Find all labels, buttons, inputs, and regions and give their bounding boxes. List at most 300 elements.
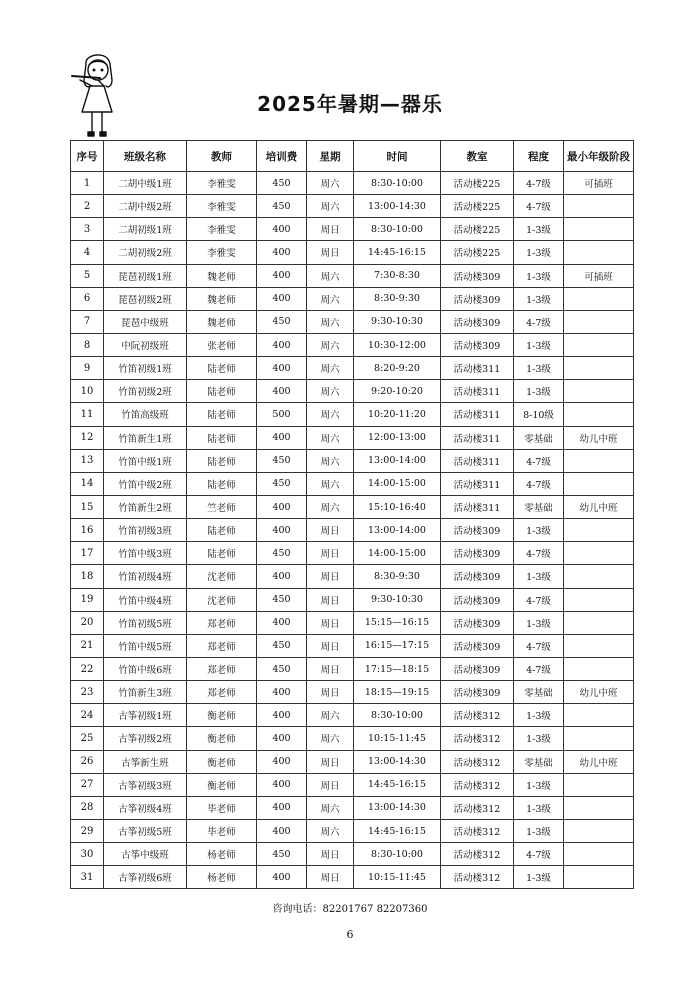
cell-col-teacher: 毕老师 [187, 796, 257, 819]
cell-col-time: 13:00-14:30 [354, 796, 441, 819]
cell-col-weekday: 周日 [307, 588, 354, 611]
cell-col-level: 1-3级 [514, 727, 564, 750]
header-col-weekday: 星期 [307, 141, 354, 172]
cell-col-level: 4-7级 [514, 634, 564, 657]
cell-col-weekday: 周日 [307, 773, 354, 796]
cell-col-min-grade [564, 704, 634, 727]
header-col-time: 时间 [354, 141, 441, 172]
cell-col-time: 18:15—19:15 [354, 681, 441, 704]
cell-col-index: 17 [71, 542, 104, 565]
cell-col-fee: 450 [257, 310, 307, 333]
cell-col-class-name: 二胡初级1班 [104, 218, 187, 241]
course-table [70, 140, 634, 889]
cell-col-fee: 400 [257, 241, 307, 264]
cell-col-classroom: 活动楼311 [441, 357, 514, 380]
cell-col-index: 11 [71, 403, 104, 426]
cell-col-classroom: 活动楼312 [441, 704, 514, 727]
cell-col-level: 1-3级 [514, 287, 564, 310]
header-col-class-name: 班级名称 [104, 141, 187, 172]
cell-col-index: 6 [71, 287, 104, 310]
cell-col-min-grade [564, 796, 634, 819]
cell-col-time: 14:45-16:15 [354, 241, 441, 264]
table-row [71, 380, 634, 403]
cell-col-classroom: 活动楼311 [441, 449, 514, 472]
cell-col-fee: 450 [257, 588, 307, 611]
cell-col-index: 20 [71, 611, 104, 634]
cell-col-time: 10:30-12:00 [354, 333, 441, 356]
cell-col-class-name: 古筝初级2班 [104, 727, 187, 750]
cell-col-teacher: 魏老师 [187, 310, 257, 333]
cell-col-fee: 400 [257, 519, 307, 542]
cell-col-class-name: 琵琶初级1班 [104, 264, 187, 287]
table-row [71, 565, 634, 588]
cell-col-min-grade [564, 634, 634, 657]
cell-col-class-name: 竹笛新生1班 [104, 426, 187, 449]
cell-col-class-name: 古筝初级4班 [104, 796, 187, 819]
table-row [71, 426, 634, 449]
cell-col-classroom: 活动楼309 [441, 588, 514, 611]
cell-col-min-grade: 幼儿中班 [564, 750, 634, 773]
cell-col-fee: 400 [257, 426, 307, 449]
cell-col-index: 2 [71, 195, 104, 218]
cell-col-teacher: 陆老师 [187, 357, 257, 380]
cell-col-class-name: 竹笛高级班 [104, 403, 187, 426]
cell-col-min-grade [564, 519, 634, 542]
cell-col-fee: 400 [257, 796, 307, 819]
cell-col-min-grade [564, 310, 634, 333]
cell-col-time: 15:15—16:15 [354, 611, 441, 634]
cell-col-weekday: 周六 [307, 287, 354, 310]
cell-col-weekday: 周日 [307, 681, 354, 704]
cell-col-weekday: 周日 [307, 634, 354, 657]
cell-col-class-name: 竹笛初级1班 [104, 357, 187, 380]
cell-col-classroom: 活动楼309 [441, 565, 514, 588]
cell-col-min-grade [564, 866, 634, 889]
cell-col-weekday: 周日 [307, 866, 354, 889]
cell-col-weekday: 周六 [307, 704, 354, 727]
cell-col-teacher: 李雅雯 [187, 218, 257, 241]
cell-col-fee: 400 [257, 750, 307, 773]
cell-col-min-grade [564, 843, 634, 866]
cell-col-level: 4-7级 [514, 657, 564, 680]
table-row [71, 172, 634, 195]
cell-col-classroom: 活动楼311 [441, 426, 514, 449]
cell-col-min-grade [564, 588, 634, 611]
cell-col-classroom: 活动楼309 [441, 519, 514, 542]
cell-col-class-name: 中阮初级班 [104, 333, 187, 356]
cell-col-weekday: 周六 [307, 264, 354, 287]
cell-col-index: 14 [71, 472, 104, 495]
cell-col-classroom: 活动楼311 [441, 495, 514, 518]
cell-col-teacher: 竺老师 [187, 495, 257, 518]
cell-col-level: 零基础 [514, 750, 564, 773]
cell-col-min-grade [564, 333, 634, 356]
cell-col-teacher: 陆老师 [187, 519, 257, 542]
cell-col-class-name: 古筝初级1班 [104, 704, 187, 727]
cell-col-min-grade [564, 287, 634, 310]
table-header-row [71, 141, 634, 172]
cell-col-time: 14:00-15:00 [354, 472, 441, 495]
cell-col-weekday: 周六 [307, 426, 354, 449]
cell-col-index: 8 [71, 333, 104, 356]
cell-col-min-grade [564, 449, 634, 472]
cell-col-index: 24 [71, 704, 104, 727]
cell-col-level: 4-7级 [514, 843, 564, 866]
cell-col-classroom: 活动楼225 [441, 172, 514, 195]
cell-col-classroom: 活动楼311 [441, 403, 514, 426]
cell-col-weekday: 周日 [307, 657, 354, 680]
cell-col-time: 8:30-9:30 [354, 287, 441, 310]
cell-col-classroom: 活动楼225 [441, 218, 514, 241]
cell-col-level: 1-3级 [514, 565, 564, 588]
cell-col-class-name: 古筝新生班 [104, 750, 187, 773]
header-col-index: 序号 [71, 141, 104, 172]
cell-col-fee: 450 [257, 195, 307, 218]
cell-col-min-grade: 可插班 [564, 172, 634, 195]
cell-col-fee: 500 [257, 403, 307, 426]
cell-col-class-name: 竹笛初级2班 [104, 380, 187, 403]
table-row [71, 542, 634, 565]
cell-col-fee: 450 [257, 449, 307, 472]
cell-col-weekday: 周六 [307, 727, 354, 750]
cell-col-fee: 450 [257, 657, 307, 680]
cell-col-index: 7 [71, 310, 104, 333]
table-row [71, 866, 634, 889]
cell-col-weekday: 周日 [307, 218, 354, 241]
cell-col-weekday: 周日 [307, 241, 354, 264]
cell-col-level: 1-3级 [514, 519, 564, 542]
table-row [71, 449, 634, 472]
table-row [71, 357, 634, 380]
table-row [71, 403, 634, 426]
cell-col-time: 10:20-11:20 [354, 403, 441, 426]
cell-col-index: 12 [71, 426, 104, 449]
cell-col-index: 29 [71, 819, 104, 842]
cell-col-weekday: 周六 [307, 403, 354, 426]
cell-col-index: 4 [71, 241, 104, 264]
table-row [71, 611, 634, 634]
cell-col-min-grade [564, 218, 634, 241]
cell-col-min-grade [564, 657, 634, 680]
header-col-classroom: 教室 [441, 141, 514, 172]
cell-col-fee: 400 [257, 565, 307, 588]
table-row [71, 704, 634, 727]
cell-col-fee: 400 [257, 264, 307, 287]
table-row [71, 241, 634, 264]
cell-col-level: 1-3级 [514, 264, 564, 287]
cell-col-time: 8:30-10:00 [354, 218, 441, 241]
cell-col-teacher: 陆老师 [187, 403, 257, 426]
cell-col-classroom: 活动楼309 [441, 657, 514, 680]
cell-col-min-grade [564, 241, 634, 264]
cell-col-fee: 450 [257, 542, 307, 565]
table-row [71, 472, 634, 495]
cell-col-index: 18 [71, 565, 104, 588]
cell-col-class-name: 古筝初级6班 [104, 866, 187, 889]
cell-col-time: 8:30-9:30 [354, 565, 441, 588]
cell-col-teacher: 李雅雯 [187, 172, 257, 195]
cell-col-min-grade: 幼儿中班 [564, 495, 634, 518]
cell-col-class-name: 竹笛中级1班 [104, 449, 187, 472]
cell-col-weekday: 周六 [307, 357, 354, 380]
cell-col-fee: 400 [257, 333, 307, 356]
cell-col-classroom: 活动楼312 [441, 819, 514, 842]
table-row [71, 843, 634, 866]
cell-col-index: 13 [71, 449, 104, 472]
cell-col-index: 27 [71, 773, 104, 796]
cell-col-classroom: 活动楼309 [441, 634, 514, 657]
cell-col-teacher: 陆老师 [187, 449, 257, 472]
cell-col-fee: 400 [257, 704, 307, 727]
cell-col-classroom: 活动楼311 [441, 380, 514, 403]
cell-col-time: 9:30-10:30 [354, 310, 441, 333]
cell-col-level: 1-3级 [514, 333, 564, 356]
cell-col-time: 14:45-16:15 [354, 773, 441, 796]
cell-col-weekday: 周日 [307, 519, 354, 542]
cell-col-time: 12:00-13:00 [354, 426, 441, 449]
cell-col-fee: 400 [257, 495, 307, 518]
cell-col-time: 14:00-15:00 [354, 542, 441, 565]
cell-col-min-grade [564, 472, 634, 495]
cell-col-level: 1-3级 [514, 819, 564, 842]
cell-col-level: 4-7级 [514, 449, 564, 472]
table-row [71, 657, 634, 680]
cell-col-time: 8:20-9:20 [354, 357, 441, 380]
cell-col-teacher: 衡老师 [187, 750, 257, 773]
cell-col-index: 16 [71, 519, 104, 542]
cell-col-min-grade: 幼儿中班 [564, 426, 634, 449]
cell-col-index: 30 [71, 843, 104, 866]
cell-col-time: 10:15-11:45 [354, 727, 441, 750]
cell-col-time: 8:30-10:00 [354, 843, 441, 866]
cell-col-time: 13:00-14:00 [354, 519, 441, 542]
cell-col-weekday: 周六 [307, 333, 354, 356]
cell-col-class-name: 古筝初级3班 [104, 773, 187, 796]
cell-col-class-name: 古筝中级班 [104, 843, 187, 866]
table-row [71, 750, 634, 773]
cell-col-index: 23 [71, 681, 104, 704]
cell-col-teacher: 陆老师 [187, 426, 257, 449]
cell-col-min-grade [564, 542, 634, 565]
cell-col-min-grade [564, 565, 634, 588]
cell-col-weekday: 周六 [307, 495, 354, 518]
cell-col-class-name: 竹笛新生2班 [104, 495, 187, 518]
header-col-min-grade: 最小年级阶段 [564, 141, 634, 172]
cell-col-teacher: 陆老师 [187, 542, 257, 565]
cell-col-teacher: 杨老师 [187, 866, 257, 889]
table-row [71, 287, 634, 310]
cell-col-weekday: 周六 [307, 796, 354, 819]
cell-col-time: 17:15—18:15 [354, 657, 441, 680]
cell-col-index: 15 [71, 495, 104, 518]
cell-col-weekday: 周日 [307, 750, 354, 773]
cell-col-class-name: 竹笛中级2班 [104, 472, 187, 495]
cell-col-level: 1-3级 [514, 773, 564, 796]
header-col-teacher: 教师 [187, 141, 257, 172]
cell-col-time: 16:15—17:15 [354, 634, 441, 657]
cell-col-class-name: 二胡中级1班 [104, 172, 187, 195]
cell-col-min-grade [564, 773, 634, 796]
cell-col-fee: 450 [257, 472, 307, 495]
cell-col-level: 1-3级 [514, 218, 564, 241]
cell-col-level: 零基础 [514, 426, 564, 449]
cell-col-level: 4-7级 [514, 588, 564, 611]
cell-col-index: 31 [71, 866, 104, 889]
page-number: 6 [346, 928, 354, 941]
cell-col-weekday: 周日 [307, 611, 354, 634]
cell-col-weekday: 周日 [307, 843, 354, 866]
cell-col-min-grade [564, 611, 634, 634]
cell-col-class-name: 琵琶中级班 [104, 310, 187, 333]
table-row [71, 333, 634, 356]
cell-col-time: 7:30-8:30 [354, 264, 441, 287]
cell-col-class-name: 竹笛中级3班 [104, 542, 187, 565]
cell-col-level: 1-3级 [514, 241, 564, 264]
cell-col-weekday: 周六 [307, 449, 354, 472]
cell-col-level: 8-10级 [514, 403, 564, 426]
table-row [71, 634, 634, 657]
cell-col-time: 13:00-14:00 [354, 449, 441, 472]
cell-col-weekday: 周日 [307, 565, 354, 588]
cell-col-min-grade [564, 195, 634, 218]
page-title: 2025年暑期—器乐 [257, 92, 443, 116]
cell-col-time: 10:15-11:45 [354, 866, 441, 889]
cell-col-teacher: 沈老师 [187, 588, 257, 611]
cell-col-index: 1 [71, 172, 104, 195]
cell-col-classroom: 活动楼312 [441, 773, 514, 796]
cell-col-fee: 400 [257, 727, 307, 750]
cell-col-min-grade [564, 819, 634, 842]
cell-col-class-name: 二胡初级2班 [104, 241, 187, 264]
table-row [71, 195, 634, 218]
cell-col-class-name: 竹笛新生3班 [104, 681, 187, 704]
cell-col-class-name: 古筝初级5班 [104, 819, 187, 842]
table-row [71, 796, 634, 819]
cell-col-index: 28 [71, 796, 104, 819]
cell-col-time: 8:30-10:00 [354, 172, 441, 195]
cell-col-teacher: 衡老师 [187, 773, 257, 796]
cell-col-fee: 400 [257, 380, 307, 403]
header-col-fee: 培训费 [257, 141, 307, 172]
cell-col-class-name: 琵琶初级2班 [104, 287, 187, 310]
cell-col-time: 8:30-10:00 [354, 704, 441, 727]
cell-col-index: 25 [71, 727, 104, 750]
table-row [71, 773, 634, 796]
table-row [71, 218, 634, 241]
cell-col-class-name: 竹笛初级3班 [104, 519, 187, 542]
cell-col-time: 13:00-14:30 [354, 750, 441, 773]
cell-col-level: 1-3级 [514, 380, 564, 403]
cell-col-index: 26 [71, 750, 104, 773]
cell-col-weekday: 周六 [307, 195, 354, 218]
cell-col-level: 1-3级 [514, 611, 564, 634]
cell-col-fee: 400 [257, 681, 307, 704]
cell-col-fee: 400 [257, 819, 307, 842]
cell-col-weekday: 周六 [307, 819, 354, 842]
table-row [71, 264, 634, 287]
cell-col-teacher: 衡老师 [187, 704, 257, 727]
cell-col-teacher: 沈老师 [187, 565, 257, 588]
cell-col-classroom: 活动楼312 [441, 843, 514, 866]
cell-col-time: 13:00-14:30 [354, 195, 441, 218]
cell-col-index: 19 [71, 588, 104, 611]
cell-col-weekday: 周六 [307, 172, 354, 195]
cell-col-classroom: 活动楼309 [441, 310, 514, 333]
cell-col-teacher: 郑老师 [187, 611, 257, 634]
cell-col-class-name: 竹笛中级6班 [104, 657, 187, 680]
table-row [71, 310, 634, 333]
cell-col-classroom: 活动楼309 [441, 542, 514, 565]
cell-col-teacher: 魏老师 [187, 264, 257, 287]
cell-col-classroom: 活动楼309 [441, 264, 514, 287]
header-col-level: 程度 [514, 141, 564, 172]
cell-col-index: 3 [71, 218, 104, 241]
cell-col-level: 1-3级 [514, 796, 564, 819]
cell-col-class-name: 竹笛初级5班 [104, 611, 187, 634]
table-row [71, 681, 634, 704]
cell-col-classroom: 活动楼312 [441, 796, 514, 819]
cell-col-class-name: 二胡中级2班 [104, 195, 187, 218]
cell-col-fee: 400 [257, 357, 307, 380]
cell-col-fee: 400 [257, 218, 307, 241]
cell-col-teacher: 张老师 [187, 333, 257, 356]
table-row [71, 519, 634, 542]
cell-col-level: 零基础 [514, 495, 564, 518]
cell-col-min-grade [564, 403, 634, 426]
cell-col-fee: 400 [257, 611, 307, 634]
table-row [71, 727, 634, 750]
cell-col-teacher: 郑老师 [187, 634, 257, 657]
cell-col-class-name: 竹笛中级5班 [104, 634, 187, 657]
cell-col-classroom: 活动楼311 [441, 472, 514, 495]
cell-col-level: 1-3级 [514, 866, 564, 889]
cell-col-min-grade: 可插班 [564, 264, 634, 287]
cell-col-index: 5 [71, 264, 104, 287]
cell-col-classroom: 活动楼225 [441, 241, 514, 264]
cell-col-classroom: 活动楼312 [441, 727, 514, 750]
cell-col-index: 21 [71, 634, 104, 657]
cell-col-level: 4-7级 [514, 195, 564, 218]
cell-col-index: 9 [71, 357, 104, 380]
cell-col-index: 10 [71, 380, 104, 403]
cell-col-weekday: 周六 [307, 380, 354, 403]
cell-col-classroom: 活动楼309 [441, 611, 514, 634]
cell-col-teacher: 杨老师 [187, 843, 257, 866]
cell-col-min-grade: 幼儿中班 [564, 681, 634, 704]
cell-col-class-name: 竹笛中级4班 [104, 588, 187, 611]
cell-col-fee: 450 [257, 172, 307, 195]
cell-col-time: 14:45-16:15 [354, 819, 441, 842]
cell-col-teacher: 李雅雯 [187, 195, 257, 218]
cell-col-classroom: 活动楼312 [441, 750, 514, 773]
cell-col-class-name: 竹笛初级4班 [104, 565, 187, 588]
contact-phone: 咨询电话：82201767 82207360 [272, 904, 428, 915]
table-row [71, 819, 634, 842]
cell-col-fee: 400 [257, 287, 307, 310]
cell-col-weekday: 周日 [307, 542, 354, 565]
cell-col-level: 4-7级 [514, 472, 564, 495]
cell-col-time: 9:20-10:20 [354, 380, 441, 403]
cell-col-teacher: 郑老师 [187, 681, 257, 704]
cell-col-fee: 450 [257, 634, 307, 657]
table-row [71, 588, 634, 611]
cell-col-level: 4-7级 [514, 172, 564, 195]
cell-col-level: 4-7级 [514, 310, 564, 333]
cell-col-time: 15:10-16:40 [354, 495, 441, 518]
table-row [71, 495, 634, 518]
cell-col-min-grade [564, 380, 634, 403]
cell-col-weekday: 周六 [307, 310, 354, 333]
